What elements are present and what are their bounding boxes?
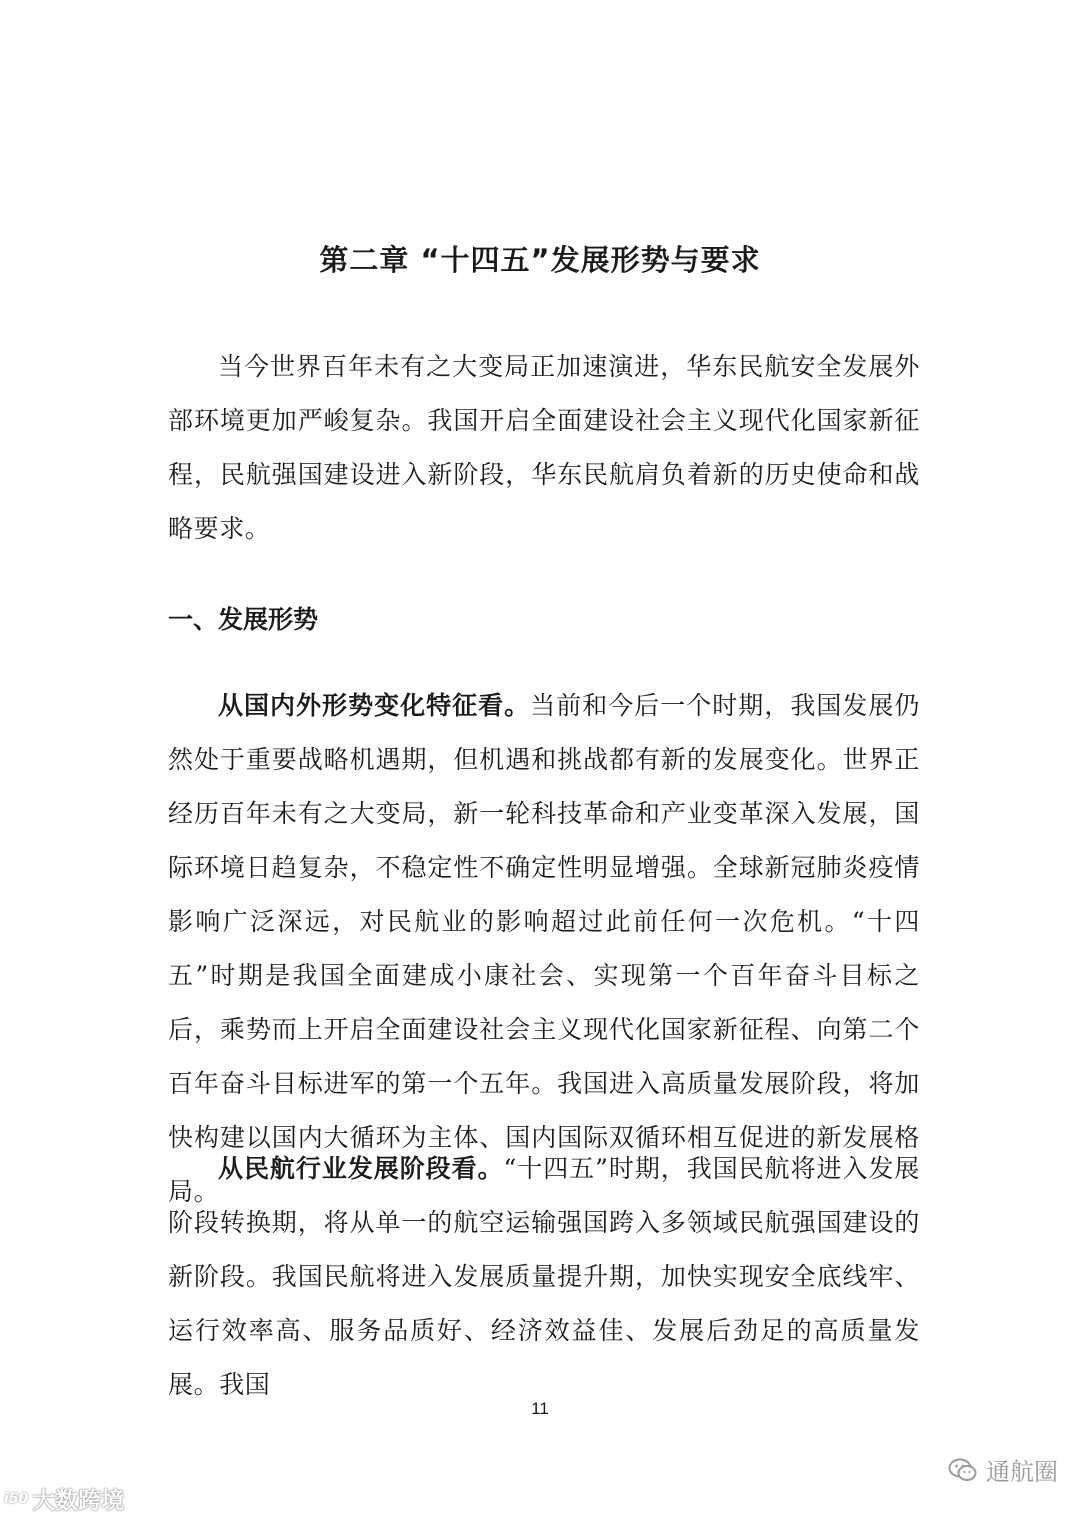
section-heading: 一、发展形势 <box>168 605 319 634</box>
paragraph-lead: 从国内外形势变化特征看。 <box>218 691 531 720</box>
watermark-left <box>4 1482 124 1515</box>
intro-paragraph: 当今世界百年未有之大变局正加速演进，华东民航安全发展外部环境更加严峻复杂。我国开启全面建设社会主义现代化国家新征程，民航强国建设进入新阶段，华东民航肩负着新的历史使命和战略要求。 <box>168 352 920 543</box>
paragraph-body: “十四五”时期，我国民航将进入发展阶段转换期，将从单一的航空运输强国跨入多领域民航强国建设的新阶段。我国民航将进入发展质量提升期，加快实现安全底线牢、运行效率高、服务品质好、经济效益佳、发展后劲足的高质量发展。我国 <box>168 1154 920 1399</box>
watermark-right <box>948 1452 1058 1487</box>
body-paragraph <box>168 679 920 1219</box>
watermark-left-text: 大数跨境 <box>32 1488 125 1514</box>
page-number: 11 <box>531 1399 549 1418</box>
watermark-right-text: 通航圈 <box>986 1458 1058 1486</box>
paragraph-lead: 从民航行业发展阶段看。 <box>218 1154 504 1183</box>
body-paragraph <box>168 1142 920 1412</box>
paragraph-body: 当前和今后一个时期，我国发展仍然处于重要战略机遇期，但机遇和挑战都有新的发展变化。世界正经历百年未有之大变局，新一轮科技革命和产业变革深入发展，国际环境日趋复杂，不稳定性不确定性明显增强。全球新冠肺炎疫情影响广泛深远，对民航业的影响超过此前任何一次危机。“十四五”时期是我国全面建成小康社会、实现第一个百年奋斗目标之后，乘势而上开启全面建设社会主义现代化国家新征程、向第二个百年奋斗目标进军的第一个五年。我国进入高质量发展阶段，将加快构建以国内大循环为主体、国内国际双循环相互促进的新发展格局。 <box>168 691 920 1206</box>
chapter-title: 第二章 “十四五”发展形势与要求 <box>319 243 761 277</box>
wechat-icon <box>948 1457 978 1483</box>
watermark-logo: i50 <box>4 1490 29 1507</box>
